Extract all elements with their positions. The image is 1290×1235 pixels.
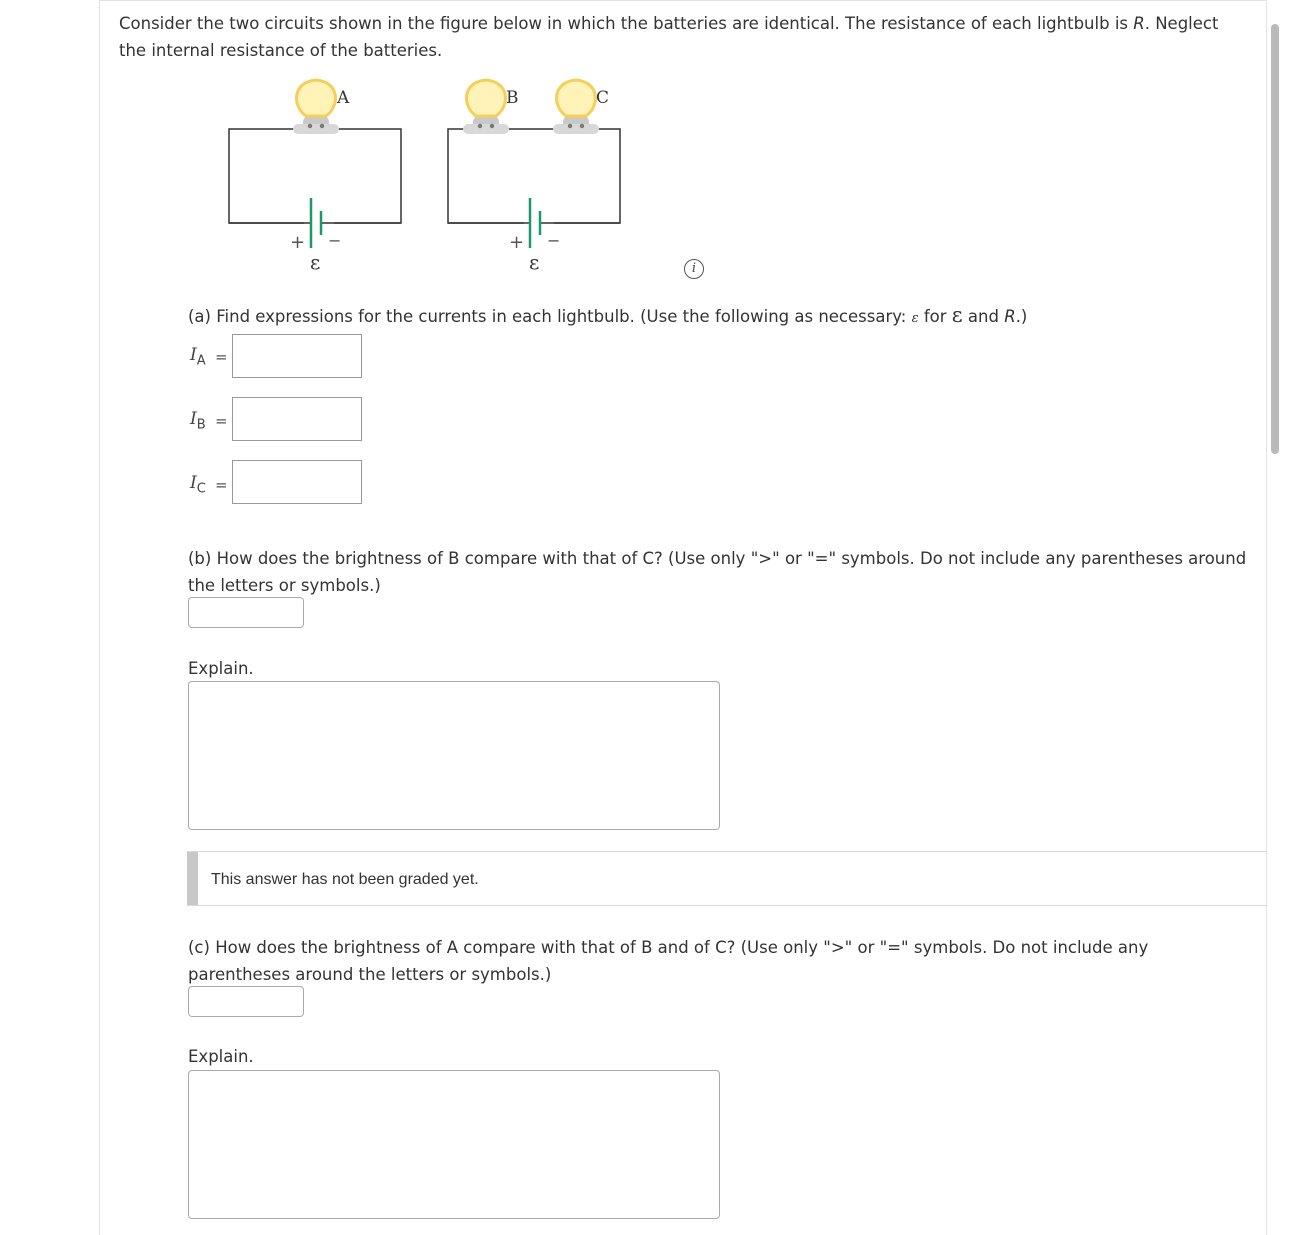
answer-input-ib[interactable] <box>232 397 362 441</box>
part-a-prompt: (a) Find expressions for the currents in each lightbulb. (Use the following as necessary: ε for ε and R.) <box>188 303 1028 327</box>
part-b-prompt: (b) How does the brightness of B compare with that of C? (Use only ">" or "=" symbols. Do not include any parentheses around the letters or symbols.) <box>188 549 1247 595</box>
graded-status-banner <box>187 851 1267 906</box>
answer-input-b[interactable] <box>188 597 304 628</box>
circuit-two <box>448 80 620 274</box>
plus-sign-two: + <box>509 232 525 253</box>
part-c-prompt: (c) How does the brightness of A compare with that of B and of C? (Use only ">" or "=" symbols. Do not include any parentheses around the letters or symbols.) <box>188 938 1149 984</box>
explain-label-c: Explain. <box>188 1047 254 1066</box>
var-ic: $I_C$ <box>190 473 206 497</box>
equals-ib: = <box>215 412 228 430</box>
explain-label-b: Explain. <box>188 659 254 678</box>
answer-input-ia[interactable] <box>232 334 362 378</box>
bulb-a-icon <box>293 80 339 134</box>
content-frame-right <box>1266 0 1267 1235</box>
content-frame-left <box>99 0 100 1235</box>
content-frame-top <box>99 0 1267 1</box>
minus-sign-one: − <box>328 231 342 250</box>
question-intro: Consider the two circuits shown in the figure below in which the batteries are identical. The resistance of each lightbulb is R. Neglect the internal resistance of the batteries. <box>119 14 1219 60</box>
circuit-figure <box>180 68 650 278</box>
scrollbar-thumb[interactable] <box>1271 24 1279 454</box>
var-ia: $I_A$ <box>190 345 206 369</box>
equals-ic: = <box>215 476 228 494</box>
bulb-c-label: C <box>596 88 610 108</box>
answer-input-c[interactable] <box>188 986 304 1017</box>
explain-textarea-c[interactable] <box>188 1070 720 1219</box>
equals-ia: = <box>215 348 228 366</box>
bulb-a-label: A <box>337 88 350 108</box>
info-icon[interactable]: i <box>684 259 704 279</box>
emf-label-one: ε <box>310 250 321 274</box>
graded-status-message: This answer has not been graded yet. <box>211 871 479 888</box>
var-ib: $I_B$ <box>190 409 206 433</box>
graded-status-bar <box>187 852 198 905</box>
bulb-b-label: B <box>506 88 519 108</box>
bulb-b-icon <box>463 80 509 134</box>
plus-sign-one: + <box>290 232 306 253</box>
circuit-one <box>229 80 401 274</box>
minus-sign-two: − <box>547 231 561 250</box>
explain-textarea-b[interactable] <box>188 681 720 830</box>
emf-label-two: ε <box>529 250 540 274</box>
bulb-c-icon <box>553 80 599 134</box>
answer-input-ic[interactable] <box>232 460 362 504</box>
